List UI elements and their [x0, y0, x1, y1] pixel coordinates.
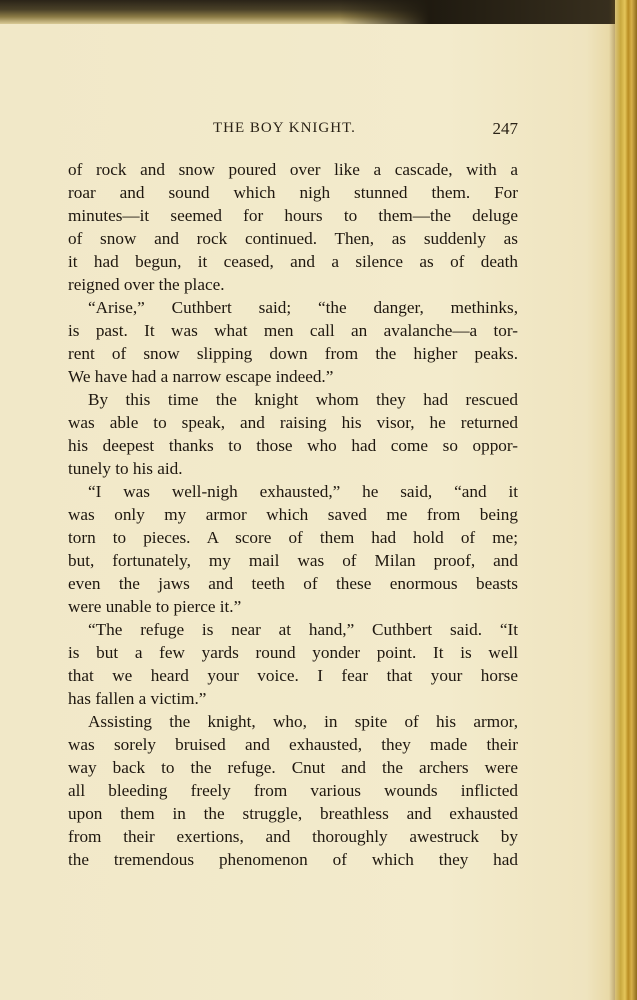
- text-line: reigned over the place.: [68, 275, 225, 294]
- text-line: roar and sound which nigh stunned them. For: [68, 183, 518, 202]
- text-line: tunely to his aid.: [68, 459, 183, 478]
- text-line: way back to the refuge. Cnut and the archers were: [68, 758, 518, 777]
- text-line: of rock and snow poured over like a cascade, with a: [68, 160, 518, 179]
- text-line: all bleeding freely from various wounds inflicted: [68, 781, 518, 800]
- text-line: was only my armor which saved me from being: [68, 505, 518, 524]
- text-line: upon them in the struggle, breathless and exhausted: [68, 804, 518, 823]
- text-line: even the jaws and teeth of these enormous beasts: [68, 574, 518, 593]
- text-line: “Arise,” Cuthbert said; “the danger, methinks,: [88, 298, 518, 317]
- text-line: torn to pieces. A score of them had hold of me;: [68, 528, 518, 547]
- text-line: it had begun, it ceased, and a silence as of death: [68, 252, 518, 271]
- text-line: of snow and rock continued. Then, as suddenly as: [68, 229, 518, 248]
- text-line: Assisting the knight, who, in spite of his armor,: [88, 712, 518, 731]
- text-line: “I was well-nigh exhausted,” he said, “and it: [88, 482, 518, 501]
- text-line: is past. It was what men call an avalanche—a tor-: [68, 321, 518, 340]
- body-text: [68, 158, 518, 871]
- text-line: were unable to pierce it.”: [68, 597, 242, 616]
- text-line: “The refuge is near at hand,” Cuthbert said. “It: [88, 620, 518, 639]
- top-edge-shadow: [0, 0, 637, 24]
- text-line: his deepest thanks to those who had come so oppor-: [68, 436, 518, 455]
- book-spine-edge: [615, 0, 637, 1000]
- text-line: By this time the knight whom they had rescued: [88, 390, 518, 409]
- page-number: 247: [492, 119, 518, 138]
- running-header: [68, 120, 518, 140]
- running-title: THE BOY KNIGHT.: [213, 120, 356, 136]
- text-line: but, fortunately, my mail was of Milan proof, and: [68, 551, 518, 570]
- text-line: the tremendous phenomenon of which they had: [68, 850, 518, 869]
- text-line: was able to speak, and raising his visor, he returned: [68, 413, 518, 432]
- text-line: rent of snow slipping down from the higher peaks.: [68, 344, 518, 363]
- text-line: has fallen a victim.”: [68, 689, 207, 708]
- text-line: was sorely bruised and exhausted, they made their: [68, 735, 518, 754]
- text-line: is but a few yards round yonder point. It is well: [68, 643, 518, 662]
- text-line: minutes—it seemed for hours to them—the deluge: [68, 206, 518, 225]
- text-line: We have had a narrow escape indeed.”: [68, 367, 334, 386]
- text-line: that we heard your voice. I fear that your horse: [68, 666, 518, 685]
- text-line: from their exertions, and thoroughly awestruck by: [68, 827, 518, 846]
